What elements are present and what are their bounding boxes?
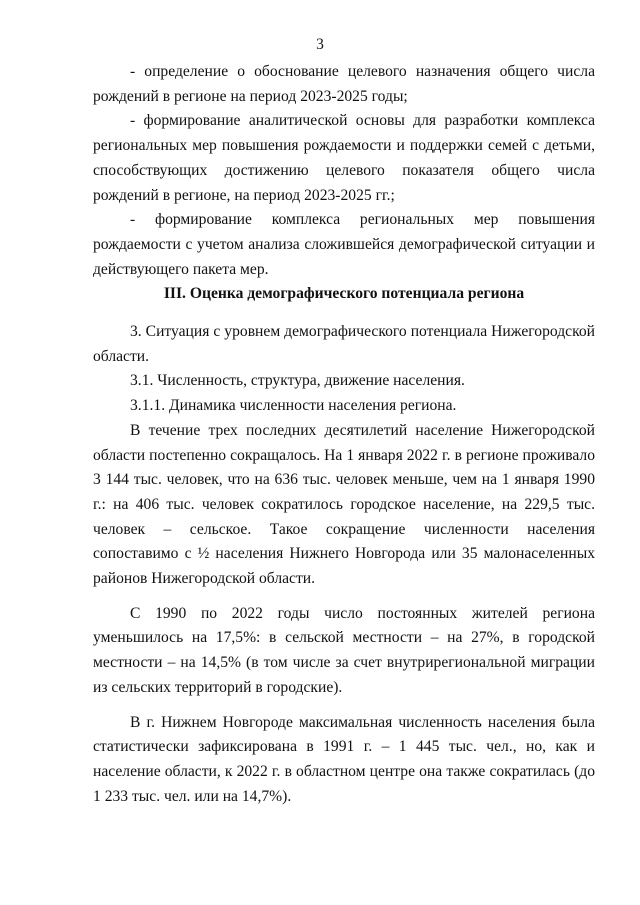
document-body [93,60,595,809]
paragraph-situation: 3. Ситуация с уровнем демографического потенциала Нижегородской области. [93,323,595,365]
paragraph-resident-decline: С 1990 по 2022 годы число постоянных жителей региона уменьшилось на 17,5%: в сельской местности – на 27%, в городской местности – на 14,5% (в том числе за счет внутрирегиональной миграции из сельских территорий в городские). [93,604,595,696]
paragraph-subsection-3-1: 3.1. Численность, структура, движение населения. [130,372,465,390]
paragraph-nizhny-novgorod: В г. Нижнем Новгороде максимальная численность населения была статистически зафиксирована в 1991 г. – 1 445 тыс. чел., но, как и население области, к 2022 г. в областном центре она также сократилась (до 1 233 тыс. чел. или на 14,7%). [93,713,595,805]
page-number: 3 [316,36,324,53]
paragraph-subsection-3-1-1: 3.1.1. Динамика численности населения региона. [130,397,457,415]
bullet-item-1: - определение о обоснование целевого назначения общего числа рождений в регионе на период 2023-2025 годы; [93,63,595,105]
paragraph-population-dynamics: В течение трех последних десятилетий население Нижегородской области постепенно сокращалось. На 1 января 2022 г. в регионе проживало 3 144 тыс. человек, что на 636 тыс. человек меньше, чем на 1 января 1990 г.: на 406 тыс. человек сократилось городское население, на 229,5 тыс. человек – сельское. Такое сокращение численности населения сопоставимо с ½ населения Нижнего Новгорода или 35 малонаселенных районов Нижегородской области. [93,421,595,588]
section-title: III. Оценка демографического потенциала региона [163,285,525,303]
bullet-item-2: - формирование аналитической основы для разработки комплекса региональных мер повышения рождаемости и поддержки семей с детьми, способствующих достижению целевого показателя общего числа рождений в регионе, на период 2023-2025 гг.; [93,112,595,204]
bullet-item-3: - формирование комплекса региональных мер повышения рождаемости с учетом анализа сложившейся демографической ситуации и действующего пакета мер. [93,211,595,278]
